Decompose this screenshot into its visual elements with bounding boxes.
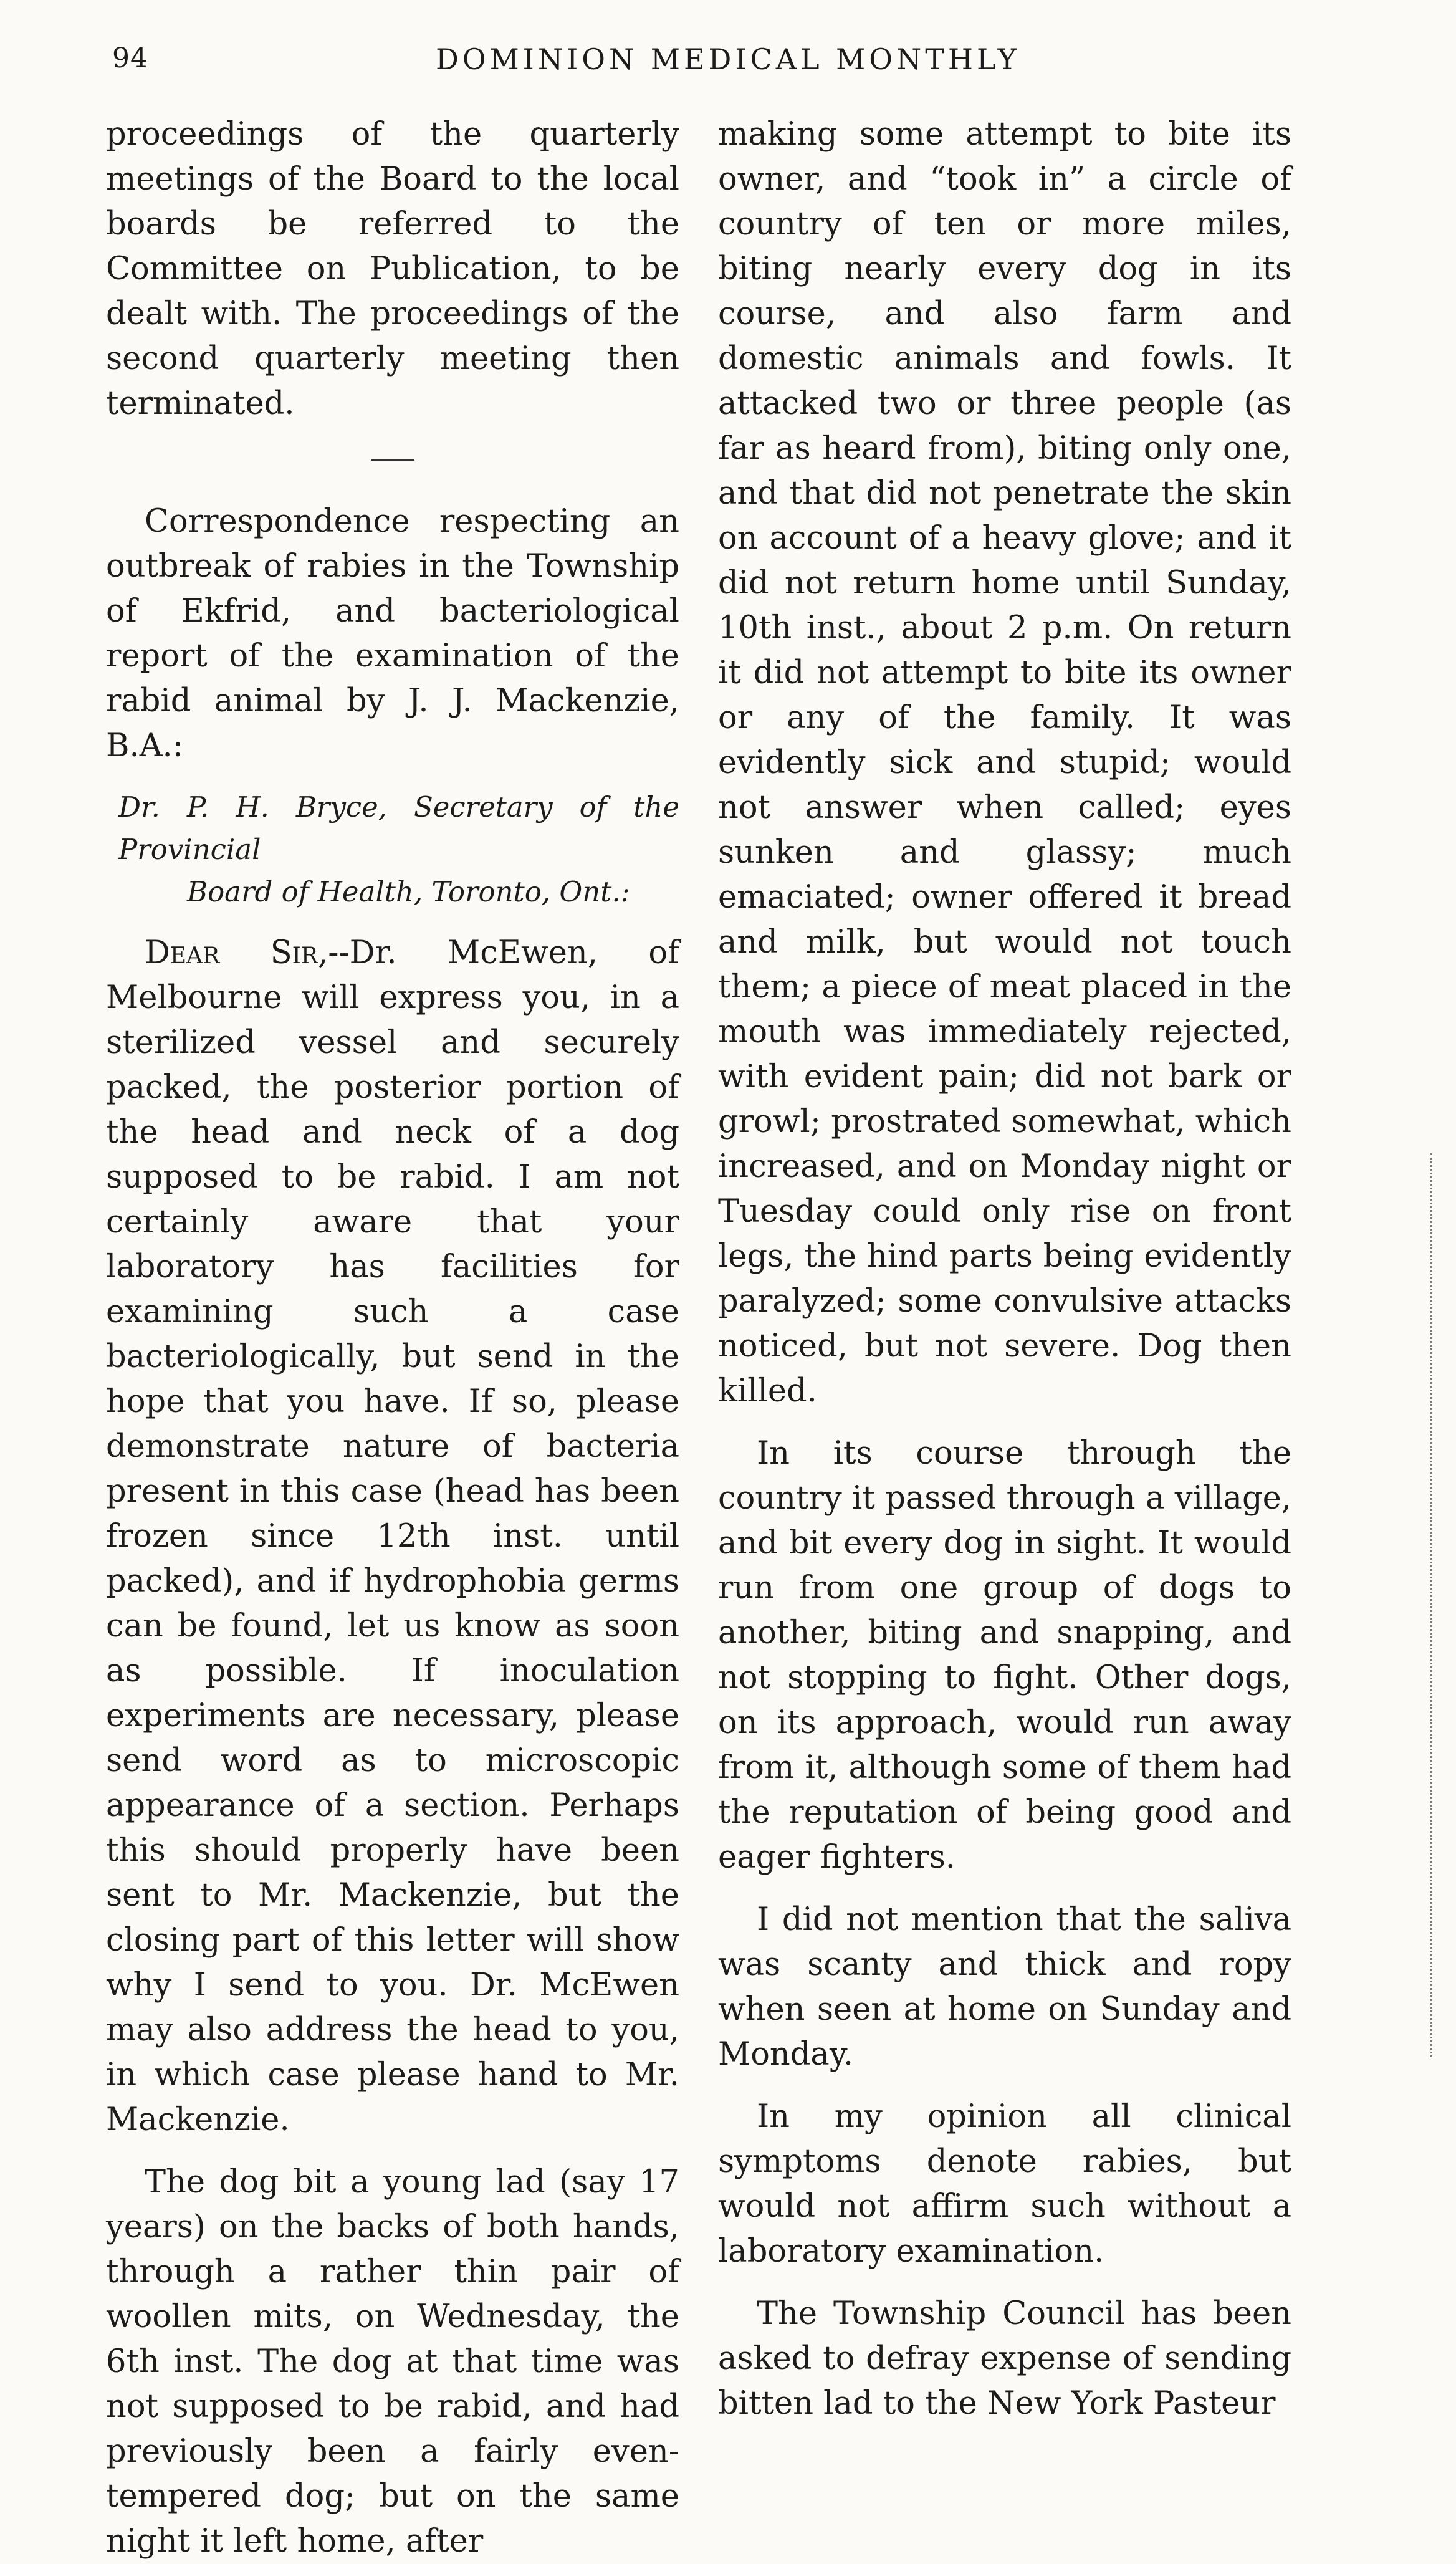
left-column — [106, 112, 679, 2564]
letter-addressee — [106, 786, 679, 913]
letter-opening-text: --Dr. McEwen, of Melbourne will express you, in a sterilized vessel and securely packed, the posterior portion of the head and neck of a dog supposed to be rabid. I am not certainly aware that your laboratory has facilities for examining such a case bacteriologically, but send in the hope that you have. If so, please demonstrate nature of bacteria present in this case (head has been frozen since 12th inst. until packed), and if hydrophobia germs can be found, let us know as soon as possible. If inoculation experiments are necessary, please send word as to microscopic appearance of a section. Perhaps this should properly have been sent to Mr. Mackenzie, but the closing part of this letter will show why I send to you. Dr. McEwen may also address the head to you, in which case please hand to Mr. Mackenzie. — [106, 934, 679, 2138]
section-divider — [371, 459, 414, 461]
right-column — [718, 112, 1291, 2426]
page-number: 94 — [112, 42, 148, 74]
paragraph-letter-opening — [106, 931, 679, 2143]
paragraph-village: In its course through the country it passed through a village, and bit every dog in sight. It would run from one group of dogs to another, biting and snapping, and not stopping to fight. Other dogs, on its approach, would run away from it, although some of them had the reputation of being good and eager fighters. — [718, 1435, 1291, 1876]
paragraph-dog-behaviour: making some attempt to bite its owner, and “took in” a circle of country of ten or more miles, biting nearly every dog in its course, and also farm and domestic animals and fowls. It attacked two or three people (as far as heard from), biting only one, and that did not penetrate the skin on account of a heavy glove; and it did not return home until Sunday, 10th inst., about 2 p.m. On return it did not attempt to bite its owner or any of the family. It was evidently sick and stupid; would not answer when called; eyes sunken and glassy; much emaciated; owner offered it bread and milk, but would not touch them; a piece of meat placed in the mouth was immediately rejected, with evident pain; did not bark or growl; prostrated somewhat, which increased, and on Monday night or Tuesday could only rise on front legs, the hind parts being evidently paralyzed; some convulsive attacks noticed, but not severe. Dog then killed. — [718, 116, 1291, 1409]
paragraph-board-proceedings: proceedings of the quarterly meetings of the Board to the local boards be referred to the Committee on Publication, to be dealt with. The proceedings of the second quarterly meeting then terminated. — [106, 116, 679, 422]
salutation: Dear Sir, — [145, 934, 328, 971]
paragraph-correspondence-heading: Correspondence respecting an outbreak of rabies in the Township of Ekfrid, and bacteriological report of the examination of the rabid animal by J. J. Mackenzie, B.A.: — [106, 503, 679, 764]
addressee-line-1: Dr. P. H. Bryce, Secretary of the Provincial — [118, 790, 679, 866]
paragraph-saliva: I did not mention that the saliva was scanty and thick and ropy when seen at home on Sunday and Monday. — [718, 1901, 1291, 2073]
paragraph-dog-bite: The dog bit a young lad (say 17 years) on the backs of both hands, through a rather thin pair of woollen mits, on Wednesday, the 6th inst. The dog at that time was not supposed to be rabid, and had previously been a fairly even-tempered dog; but on the same night it left home, after — [106, 2164, 679, 2560]
paragraph-opinion: In my opinion all clinical symptoms denote rabies, but would not affirm such without a laboratory examination. — [718, 2098, 1291, 2270]
page-edge-marks — [1430, 1153, 1437, 2057]
paragraph-township-council: The Township Council has been asked to defray expense of sending bitten lad to the New York Pasteur — [718, 2295, 1291, 2422]
running-title: DOMINION MEDICAL MONTHLY — [435, 42, 1021, 76]
addressee-line-2: Board of Health, Toronto, Ont.: — [187, 875, 630, 908]
